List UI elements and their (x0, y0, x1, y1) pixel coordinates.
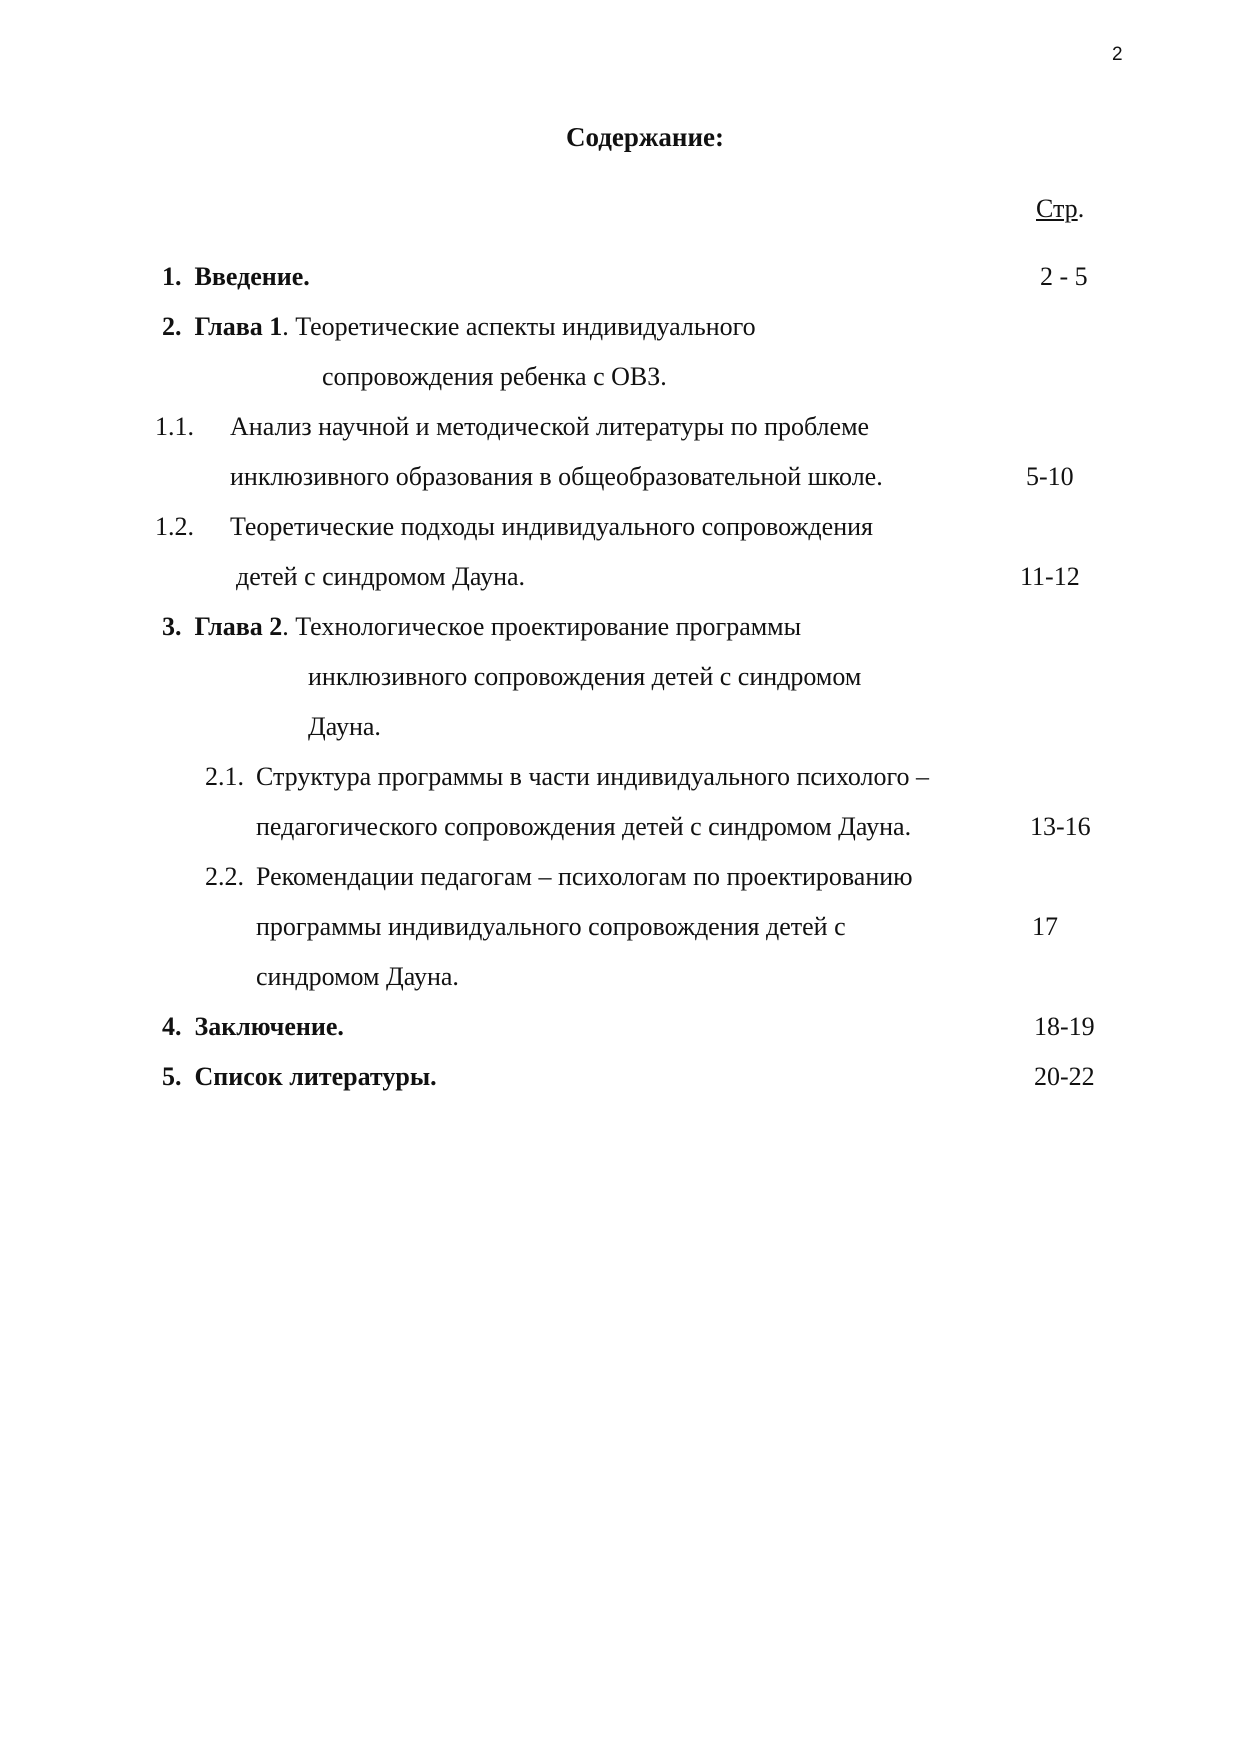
toc-entry-text: . Технологическое проектирование программы (282, 612, 802, 641)
toc-entry-references[interactable] (162, 1062, 437, 1092)
toc-entry-page: 11-12 (1020, 562, 1080, 591)
toc-entry-text[interactable]: Анализ научной и методической литературы по проблеме (230, 412, 870, 441)
toc-entry-number: 5. (162, 1062, 182, 1091)
toc-entry-page: 17 (1032, 912, 1058, 941)
toc-entry-number: 2.2. (205, 862, 244, 891)
page-title: Содержание: (565, 122, 725, 152)
pages-header-label: Стр (1036, 194, 1078, 223)
toc-entry-chapter-1[interactable] (162, 312, 756, 342)
toc-entry-page: 18-19 (1034, 1012, 1095, 1041)
toc-entry-text[interactable]: программы индивидуального сопровождения детей с (256, 912, 846, 941)
toc-entry-conclusion[interactable] (162, 1012, 344, 1042)
toc-entry-text[interactable]: инклюзивного образования в общеобразовательной школе. (230, 462, 883, 491)
toc-entry-text[interactable]: Рекомендации педагогам – психологам по проектированию (256, 862, 913, 891)
toc-entry-text[interactable]: Структура программы в части индивидуального психолого – (256, 762, 929, 791)
toc-entry-number: 3. (162, 612, 182, 641)
pages-header-suffix: . (1077, 194, 1085, 223)
toc-entry-continuation: сопровождения ребенка с ОВЗ. (322, 362, 667, 391)
toc-entry-text: . Теоретические аспекты индивидуального (282, 312, 756, 341)
toc-entry-label: Глава 2 (194, 612, 283, 641)
toc-entry-number: 1.2. (155, 512, 194, 541)
page-number: 2 (1112, 44, 1123, 65)
toc-entry-text[interactable]: синдромом Дауна. (256, 962, 459, 991)
toc-entry-label: Введение. (194, 262, 310, 291)
toc-entry-text[interactable]: педагогического сопровождения детей с синдромом Дауна. (256, 812, 912, 841)
toc-entry-page: 13-16 (1030, 812, 1091, 841)
toc-entry-number: 2. (162, 312, 182, 341)
toc-entry-label: Заключение. (194, 1012, 344, 1041)
toc-entry-text[interactable]: детей с синдромом Дауна. (236, 562, 526, 591)
toc-entry-number: 1.1. (155, 412, 194, 441)
toc-entry-text[interactable]: Теоретические подходы индивидуального сопровождения (230, 512, 873, 541)
toc-entry-continuation: инклюзивного сопровождения детей с синдромом (308, 662, 862, 691)
toc-entry-chapter-2[interactable] (162, 612, 801, 642)
toc-entry-number: 4. (162, 1012, 182, 1041)
toc-entry-number: 2.1. (205, 762, 244, 791)
toc-entry-introduction[interactable] (162, 262, 310, 292)
toc-entry-label: Список литературы. (194, 1062, 437, 1091)
toc-entry-number: 1. (162, 262, 182, 291)
toc-entry-label: Глава 1 (194, 312, 283, 341)
toc-entry-page: 5-10 (1026, 462, 1074, 491)
toc-entry-page: 20-22 (1034, 1062, 1095, 1091)
toc-entry-continuation: Дауна. (308, 712, 381, 741)
toc-entry-page: 2 - 5 (1040, 262, 1088, 291)
pages-column-header (1036, 194, 1084, 224)
